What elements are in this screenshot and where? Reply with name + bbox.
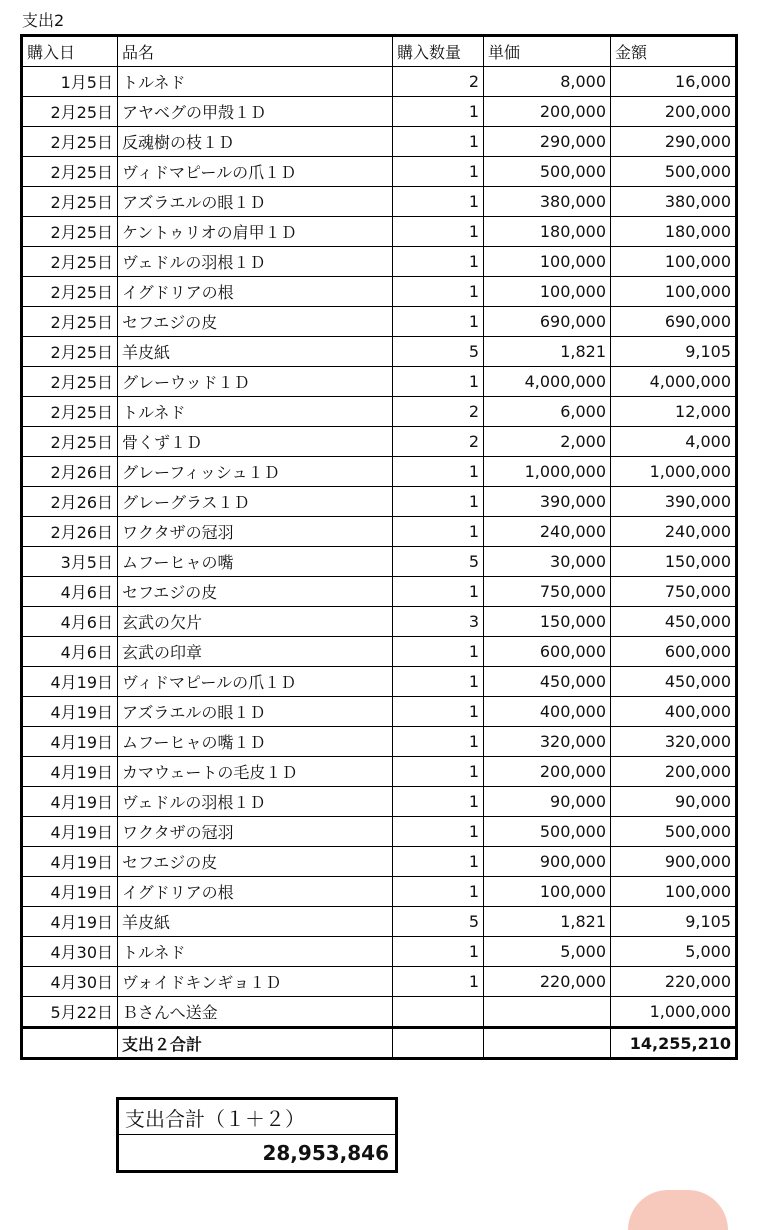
row-unit-price: 450,000 [484,667,611,697]
row-unit-price: 5,000 [484,937,611,967]
header-qty: 購入数量 [393,36,484,67]
row-name: グレーグラス１Ｄ [118,487,393,517]
row-amount: 150,000 [611,547,737,577]
row-date: 4月19日 [22,877,118,907]
table-row [22,487,737,517]
row-name: ワクタザの冠羽 [118,517,393,547]
row-date: 2月25日 [22,217,118,247]
row-date: 4月6日 [22,577,118,607]
row-qty: 1 [393,727,484,757]
header-unit: 単価 [484,36,611,67]
row-unit-price: 240,000 [484,517,611,547]
row-amount: 4,000,000 [611,367,737,397]
row-date: 2月25日 [22,307,118,337]
row-name: トルネド [118,937,393,967]
row-amount: 12,000 [611,397,737,427]
summary-value: 28,953,846 [118,1135,397,1172]
row-name: トルネド [118,67,393,97]
row-unit-price: 100,000 [484,247,611,277]
row-unit-price: 750,000 [484,577,611,607]
row-amount: 240,000 [611,517,737,547]
row-name: イグドリアの根 [118,277,393,307]
row-qty: 1 [393,937,484,967]
table-body [22,67,737,1028]
row-unit-price: 200,000 [484,97,611,127]
table-row [22,787,737,817]
table-row [22,637,737,667]
row-name: アズラエルの眼１Ｄ [118,187,393,217]
row-date: 4月19日 [22,847,118,877]
row-qty: 1 [393,187,484,217]
row-name: ヴェドルの羽根１Ｄ [118,787,393,817]
header-date: 購入日 [22,36,118,67]
row-qty: 1 [393,367,484,397]
table-row [22,997,737,1028]
row-unit-price: 90,000 [484,787,611,817]
row-qty: 2 [393,427,484,457]
table-row [22,307,737,337]
row-unit-price: 380,000 [484,187,611,217]
row-name: セフエジの皮 [118,847,393,877]
row-qty: 1 [393,697,484,727]
row-amount: 180,000 [611,217,737,247]
expense-table [20,34,738,1060]
row-name: セフエジの皮 [118,577,393,607]
row-name: ケントゥリオの肩甲１Ｄ [118,217,393,247]
row-unit-price: 400,000 [484,697,611,727]
row-amount: 450,000 [611,607,737,637]
row-amount: 100,000 [611,877,737,907]
row-qty: 1 [393,247,484,277]
row-unit-price: 1,821 [484,907,611,937]
row-unit-price: 8,000 [484,67,611,97]
row-unit-price: 100,000 [484,877,611,907]
row-date: 4月30日 [22,937,118,967]
row-date: 2月25日 [22,397,118,427]
row-date: 4月19日 [22,697,118,727]
row-qty: 1 [393,157,484,187]
row-amount: 200,000 [611,757,737,787]
row-unit-price: 320,000 [484,727,611,757]
row-qty: 1 [393,817,484,847]
total-label: 支出２合計 [118,1028,393,1059]
row-unit-price: 390,000 [484,487,611,517]
summary-box [116,1097,398,1173]
row-amount: 600,000 [611,637,737,667]
header-amount: 金額 [611,36,737,67]
row-amount: 1,000,000 [611,997,737,1028]
row-qty: 2 [393,67,484,97]
row-name: グレーウッド１Ｄ [118,367,393,397]
row-unit-price: 180,000 [484,217,611,247]
row-amount: 9,105 [611,337,737,367]
table-row [22,967,737,997]
row-name: イグドリアの根 [118,877,393,907]
row-qty: 5 [393,337,484,367]
row-date: 2月25日 [22,277,118,307]
row-amount: 4,000 [611,427,737,457]
row-amount: 290,000 [611,127,737,157]
row-date: 4月19日 [22,817,118,847]
row-amount: 5,000 [611,937,737,967]
row-name: 羊皮紙 [118,907,393,937]
row-date: 2月26日 [22,457,118,487]
total-row [22,1028,737,1059]
row-unit-price: 4,000,000 [484,367,611,397]
row-date: 4月30日 [22,967,118,997]
row-name: アズラエルの眼１Ｄ [118,697,393,727]
row-amount: 90,000 [611,787,737,817]
table-row [22,397,737,427]
row-qty: 2 [393,397,484,427]
row-name: セフエジの皮 [118,307,393,337]
row-unit-price: 200,000 [484,757,611,787]
row-unit-price: 290,000 [484,127,611,157]
row-unit-price: 1,821 [484,337,611,367]
row-amount: 500,000 [611,817,737,847]
row-date: 4月19日 [22,727,118,757]
row-qty: 1 [393,577,484,607]
table-row [22,847,737,877]
table-row [22,577,737,607]
row-unit-price: 220,000 [484,967,611,997]
row-name: ムフーヒャの嘴 [118,547,393,577]
table-row [22,97,737,127]
total-date-cell [22,1028,118,1059]
row-qty: 1 [393,217,484,247]
header-row [22,36,737,67]
row-unit-price: 30,000 [484,547,611,577]
row-amount: 750,000 [611,577,737,607]
row-date: 2月26日 [22,487,118,517]
row-name: カマウェートの毛皮１Ｄ [118,757,393,787]
row-qty: 1 [393,517,484,547]
row-amount: 220,000 [611,967,737,997]
row-amount: 900,000 [611,847,737,877]
table-row [22,67,737,97]
row-unit-price: 600,000 [484,637,611,667]
row-name: ムフーヒャの嘴１Ｄ [118,727,393,757]
row-date: 5月22日 [22,997,118,1028]
row-date: 4月19日 [22,757,118,787]
table-row [22,517,737,547]
row-date: 2月25日 [22,157,118,187]
row-name: ヴィドマピールの爪１Ｄ [118,667,393,697]
row-date: 2月25日 [22,187,118,217]
row-name: 羊皮紙 [118,337,393,367]
table-row [22,217,737,247]
table-row [22,817,737,847]
row-amount: 100,000 [611,247,737,277]
row-unit-price: 500,000 [484,817,611,847]
row-qty: 1 [393,847,484,877]
table-row [22,757,737,787]
row-name: Ｂさんへ送金 [118,997,393,1028]
row-qty: 1 [393,637,484,667]
row-date: 4月6日 [22,607,118,637]
row-name: 骨くず１Ｄ [118,427,393,457]
row-qty: 1 [393,307,484,337]
row-unit-price: 6,000 [484,397,611,427]
table-row [22,247,737,277]
total-amount: 14,255,210 [611,1028,737,1059]
row-amount: 9,105 [611,907,737,937]
row-date: 2月25日 [22,427,118,457]
row-qty: 1 [393,97,484,127]
row-unit-price: 100,000 [484,277,611,307]
row-qty: 1 [393,487,484,517]
row-name: ヴェドルの羽根１Ｄ [118,247,393,277]
table-row [22,157,737,187]
row-date: 2月25日 [22,97,118,127]
row-name: 玄武の欠片 [118,607,393,637]
row-date: 3月5日 [22,547,118,577]
row-qty: 1 [393,457,484,487]
row-name: ヴォイドキンギョ１Ｄ [118,967,393,997]
row-qty [393,997,484,1028]
table-row [22,127,737,157]
row-name: アヤベグの甲殻１Ｄ [118,97,393,127]
row-date: 2月25日 [22,367,118,397]
row-qty: 1 [393,757,484,787]
row-amount: 320,000 [611,727,737,757]
row-unit-price: 690,000 [484,307,611,337]
row-name: ヴィドマピールの爪１Ｄ [118,157,393,187]
row-date: 2月25日 [22,127,118,157]
row-name: 玄武の印章 [118,637,393,667]
row-amount: 16,000 [611,67,737,97]
row-unit-price [484,997,611,1028]
row-date: 2月25日 [22,337,118,367]
row-qty: 5 [393,907,484,937]
row-unit-price: 900,000 [484,847,611,877]
row-amount: 1,000,000 [611,457,737,487]
table-row [22,697,737,727]
row-amount: 380,000 [611,187,737,217]
corner-decoration [628,1190,728,1230]
row-name: グレーフィッシュ１Ｄ [118,457,393,487]
row-qty: 1 [393,127,484,157]
row-date: 2月26日 [22,517,118,547]
row-qty: 5 [393,547,484,577]
sheet-title: 支出2 [22,11,65,30]
row-unit-price: 1,000,000 [484,457,611,487]
row-unit-price: 150,000 [484,607,611,637]
row-name: トルネド [118,397,393,427]
table-row [22,337,737,367]
table-row [22,937,737,967]
summary-label: 支出合計（１＋２） [118,1099,397,1135]
row-qty: 1 [393,277,484,307]
table-row [22,667,737,697]
row-date: 4月6日 [22,637,118,667]
row-amount: 400,000 [611,697,737,727]
table-row [22,427,737,457]
row-date: 4月19日 [22,667,118,697]
row-qty: 3 [393,607,484,637]
row-qty: 1 [393,787,484,817]
row-unit-price: 2,000 [484,427,611,457]
row-date: 4月19日 [22,907,118,937]
table-row [22,457,737,487]
row-date: 2月25日 [22,247,118,277]
table-row [22,907,737,937]
row-amount: 200,000 [611,97,737,127]
total-qty-cell [393,1028,484,1059]
table-row [22,277,737,307]
row-amount: 690,000 [611,307,737,337]
row-date: 4月19日 [22,787,118,817]
table-row [22,547,737,577]
table-row [22,877,737,907]
row-unit-price: 500,000 [484,157,611,187]
row-amount: 390,000 [611,487,737,517]
row-qty: 1 [393,877,484,907]
row-date: 1月5日 [22,67,118,97]
row-amount: 450,000 [611,667,737,697]
row-qty: 1 [393,667,484,697]
row-name: 反魂樹の枝１Ｄ [118,127,393,157]
row-amount: 100,000 [611,277,737,307]
table-row [22,727,737,757]
row-qty: 1 [393,967,484,997]
table-row [22,607,737,637]
table-row [22,367,737,397]
row-name: ワクタザの冠羽 [118,817,393,847]
table-row [22,187,737,217]
total-unit-cell [484,1028,611,1059]
header-name: 品名 [118,36,393,67]
row-amount: 500,000 [611,157,737,187]
